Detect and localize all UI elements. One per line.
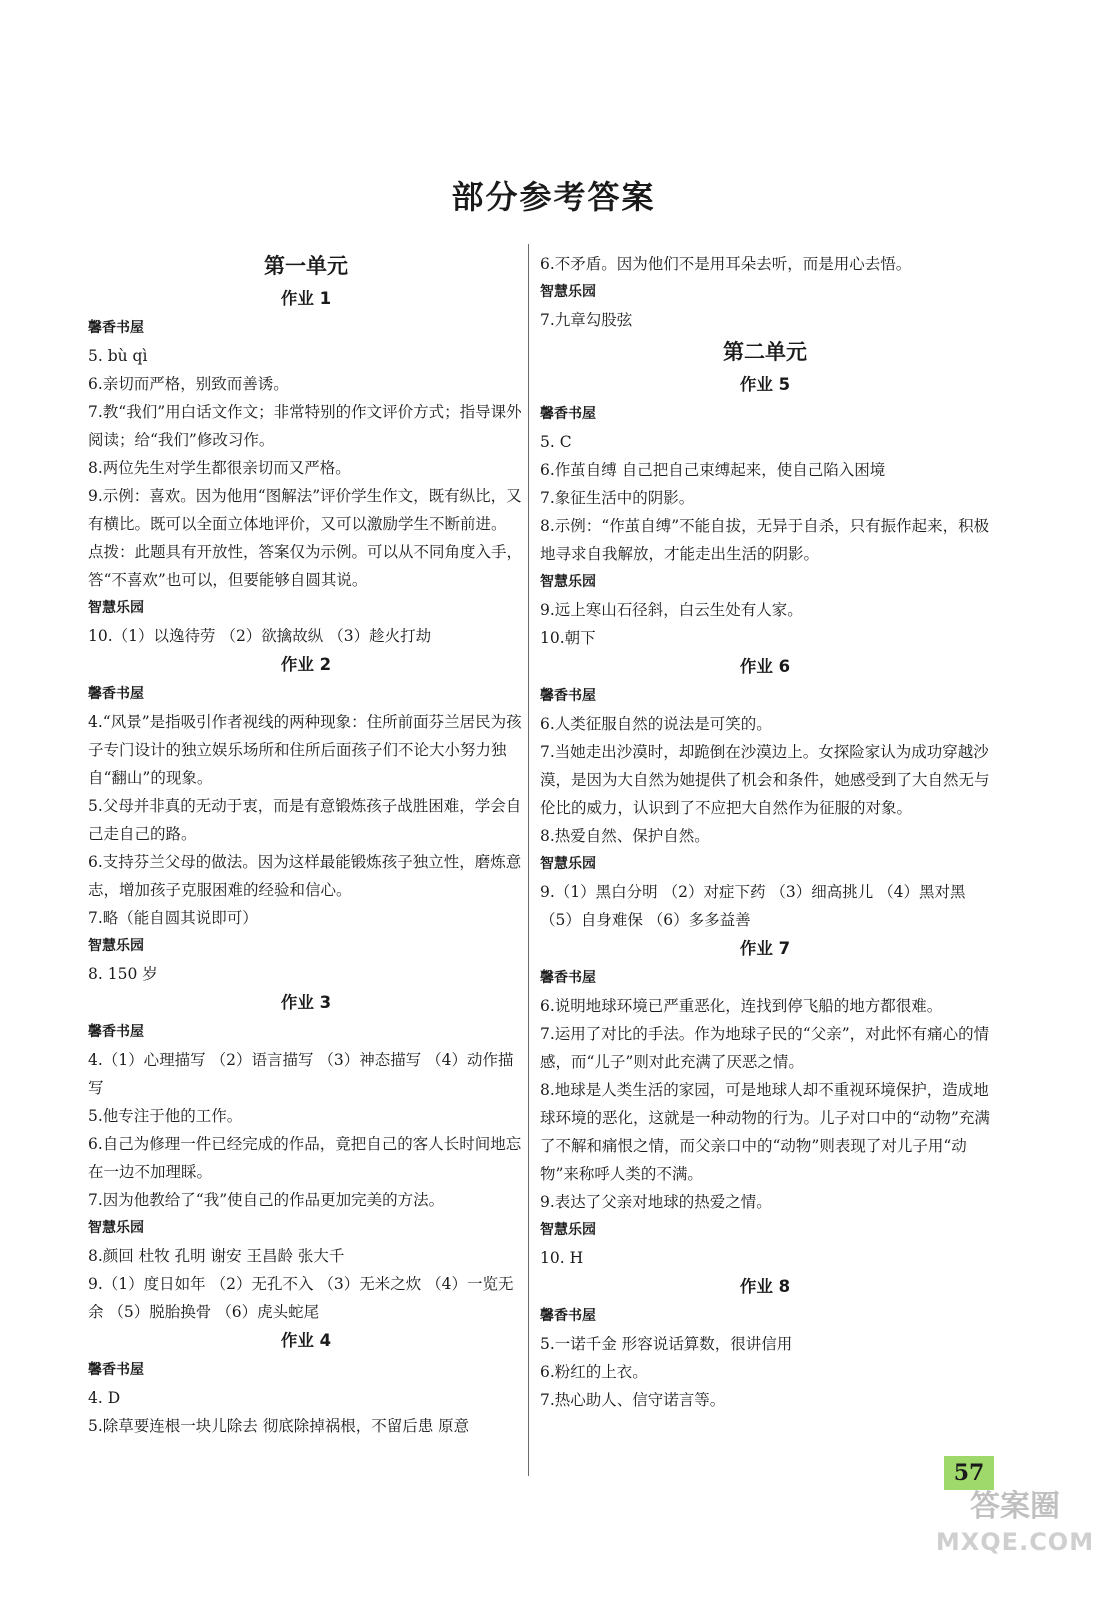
answer-item: 5. C: [540, 433, 572, 451]
section-label: 馨香书屋: [540, 970, 596, 986]
answer-item: 5.他专注于他的工作。: [88, 1107, 243, 1125]
answer-item: 8.颜回 杜牧 孔明 谢安 王昌龄 张大千: [88, 1247, 345, 1265]
answer-item: 5.一诺千金 形容说话算数，很讲信用: [540, 1335, 793, 1353]
section-label: 馨香书屋: [88, 686, 144, 702]
section-label: 智慧乐园: [540, 574, 596, 590]
answer-item: 7.当她走出沙漠时，却跪倒在沙漠边上。女探险家认为成功穿越沙漠，是因为大自然为她提供了机会和条件，她感受到了大自然无与伦比的威力，认识到了不应把大自然作为征服的对象。: [540, 743, 990, 817]
answer-item: 8.两位先生对学生都很亲切而又严格。: [88, 459, 351, 477]
watermark-logo: [930, 1486, 1100, 1556]
answer-item: 6.不矛盾。因为他们不是用耳朵去听，而是用心去悟。: [540, 255, 912, 273]
answer-item: 7.九章勾股弦: [540, 311, 633, 329]
answer-item: 9.示例：喜欢。因为他用“图解法”评价学生作文，既有纵比，又有横比。既可以全面立体地评价，又可以激励学生不断前进。 点拨：此题具有开放性，答案仅为示例。可以从不同角度入手，答“不喜欢”也可以，但要能够自圆其说。: [88, 487, 523, 589]
column-divider: [528, 244, 529, 1476]
answer-item: 10. H: [540, 1249, 584, 1267]
section-label: 馨香书屋: [540, 1308, 596, 1324]
answer-item: 5. bù qì: [88, 347, 148, 365]
answer-item: 7.象征生活中的阴影。: [540, 489, 695, 507]
unit-title: 第一单元: [264, 254, 348, 278]
answer-item: 6.人类征服自然的说法是可笑的。: [540, 715, 772, 733]
watermark-url: MXQE.COM: [935, 1528, 1095, 1556]
section-label: 智慧乐园: [88, 938, 144, 954]
answer-item: 6.说明地球环境已严重恶化，连找到停飞船的地方都很难。: [540, 997, 943, 1015]
homework-title: 作业 2: [280, 655, 332, 674]
answer-item: 9.表达了父亲对地球的热爱之情。: [540, 1193, 772, 1211]
answer-item: 4. D: [88, 1389, 121, 1407]
homework-title: 作业 4: [280, 1331, 332, 1350]
homework-title: 作业 3: [280, 993, 332, 1012]
answer-item: 5.除草要连根一块儿除去 彻底除掉祸根，不留后患 原意: [88, 1417, 470, 1435]
homework-title: 作业 7: [739, 939, 791, 958]
answer-item: 7.教“我们”用白话文作文；非常特别的作文评价方式；指导课外阅读；给“我们”修改习作。: [88, 403, 522, 449]
answer-item: 6.支持芬兰父母的做法。因为这样最能锻炼孩子独立性，磨炼意志，增加孩子克服困难的经验和信心。: [88, 853, 522, 899]
answer-item: 6.作茧自缚 自己把自己束缚起来，使自己陷入困境: [540, 461, 886, 479]
section-label: 智慧乐园: [540, 856, 596, 872]
section-label: 馨香书屋: [540, 406, 596, 422]
homework-title: 作业 5: [739, 375, 791, 394]
answer-item: 4.“风景”是指吸引作者视线的两种现象：住所前面芬兰居民为孩子专门设计的独立娱乐场所和住所后面孩子们不论大小努力独自“翻山”的现象。: [88, 713, 522, 787]
answer-item: 4.（1）心理描写 （2）语言描写 （3）神态描写 （4）动作描写: [88, 1051, 514, 1097]
answer-item: 8.地球是人类生活的家园，可是地球人却不重视环境保护，造成地球环境的恶化，这就是一种动物的行为。儿子对口中的“动物”充满了不解和痛恨之情，而父亲口中的“动物”则表现了对儿子用“动物”来称呼人类的不满。: [540, 1081, 990, 1183]
answer-item: 7.因为他教给了“我”使自己的作品更加完美的方法。: [88, 1191, 445, 1209]
left-column: [88, 248, 524, 1440]
answer-item: 7.热心助人、信守诺言等。: [540, 1391, 726, 1409]
answer-item: 8. 150 岁: [88, 965, 158, 983]
answer-item: 7.略（能自圆其说即可）: [88, 909, 258, 927]
homework-title: 作业 6: [739, 657, 791, 676]
section-label: 馨香书屋: [88, 1024, 144, 1040]
answer-item: 7.运用了对比的手法。作为地球子民的“父亲”，对此怀有痛心的情感，而“儿子”则对此充满了厌恶之情。: [540, 1025, 990, 1071]
answer-item: 9.（1）黑白分明 （2）对症下药 （3）细高挑儿 （4）黑对黑 （5）自身难保 （6）多多益善: [540, 883, 966, 929]
section-label: 馨香书屋: [88, 1362, 144, 1378]
section-label: 馨香书屋: [88, 320, 144, 336]
answer-item: 9.（1）度日如年 （2）无孔不入 （3）无米之炊 （4）一览无余 （5）脱胎换骨 （6）虎头蛇尾: [88, 1275, 514, 1321]
answer-item: 6.粉红的上衣。: [540, 1363, 648, 1381]
answer-item: 6.亲切而严格，别致而善诱。: [88, 375, 289, 393]
answer-item: 6.自己为修理一件已经完成的作品，竟把自己的客人长时间地忘在一边不加理睬。: [88, 1135, 522, 1181]
section-label: 智慧乐园: [88, 600, 144, 616]
unit-title: 第二单元: [723, 340, 807, 364]
answer-item: 9.远上寒山石径斜，白云生处有人家。: [540, 601, 803, 619]
homework-title: 作业 1: [280, 289, 332, 308]
section-label: 智慧乐园: [88, 1220, 144, 1236]
answer-item: 8.示例：“作茧自缚”不能自拔，无异于自杀，只有振作起来，积极地寻求自我解放，才能走出生活的阴影。: [540, 517, 990, 563]
watermark-text: 答案圈: [970, 1489, 1060, 1524]
answer-item: 5.父母并非真的无动于衷，而是有意锻炼孩子战胜困难，学会自己走自己的路。: [88, 797, 522, 843]
page-number: 57: [944, 1456, 994, 1490]
answer-item: 8.热爱自然、保护自然。: [540, 827, 710, 845]
answer-item: 10.朝下: [540, 629, 596, 647]
answer-item: 10.（1）以逸待劳 （2）欲擒故纵 （3）趁火打劫: [88, 627, 432, 645]
section-label: 智慧乐园: [540, 1222, 596, 1238]
homework-title: 作业 8: [739, 1277, 791, 1296]
right-column: [540, 250, 990, 1414]
section-label: 馨香书屋: [540, 688, 596, 704]
section-label: 智慧乐园: [540, 284, 596, 300]
page-title: 部分参考答案: [451, 178, 656, 216]
